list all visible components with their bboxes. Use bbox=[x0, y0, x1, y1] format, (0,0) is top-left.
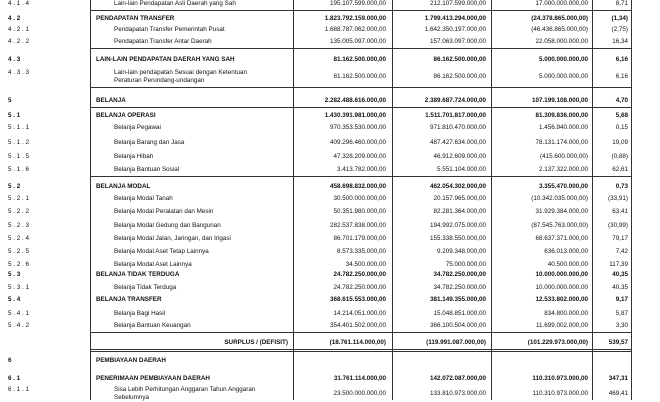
value-change: 40.500.000,00 bbox=[547, 261, 588, 268]
value-change: 78.131.174.000,00 bbox=[535, 139, 588, 146]
value-percent: 62,61 bbox=[612, 166, 628, 173]
value-change: (87.545.763.000,00) bbox=[531, 222, 588, 229]
value-revised: 9.209.348.000,00 bbox=[436, 248, 486, 255]
row-name: BELANJA TRANSFER bbox=[96, 296, 162, 303]
row-name: BELANJA OPERASI bbox=[96, 112, 156, 119]
col-divider bbox=[491, 0, 492, 400]
row-name: Belanja Bantuan Keuangan bbox=[114, 322, 191, 329]
value-percent: 0,15 bbox=[615, 124, 628, 131]
value-budget: 81.162.500.000,00 bbox=[333, 56, 386, 63]
value-percent: 8,71 bbox=[615, 0, 628, 7]
row-separator bbox=[392, 107, 491, 108]
row-separator bbox=[592, 10, 631, 11]
value-revised: 1.799.413.294.000,00 bbox=[424, 15, 486, 22]
row-code: 6 . 1 . 1 bbox=[8, 386, 30, 393]
row-name: Belanja Tidak Terduga bbox=[114, 284, 177, 291]
value-revised: (119.991.087.000,00) bbox=[426, 339, 486, 346]
row-code: 5 . 1 . 2 bbox=[8, 139, 30, 146]
value-budget: 1.688.787.062.000,00 bbox=[324, 26, 386, 33]
row-code: 4 . 3 bbox=[8, 56, 21, 63]
value-percent: 9,17 bbox=[615, 296, 628, 303]
row-name: Belanja Bagi Hasil bbox=[114, 310, 166, 317]
row-code: 4 . 2 bbox=[8, 15, 21, 22]
value-revised: 212.107.599.000,00 bbox=[429, 0, 486, 7]
value-percent: 40,35 bbox=[612, 284, 628, 291]
value-percent: (1,34) bbox=[611, 15, 628, 22]
row-separator bbox=[90, 107, 293, 108]
value-revised: 157.063.097.000,00 bbox=[429, 38, 486, 45]
value-percent: 4,70 bbox=[615, 97, 628, 104]
row-separator bbox=[293, 332, 392, 333]
row-code: 4 . 3 . 3 bbox=[8, 69, 30, 76]
value-percent: 347,31 bbox=[608, 375, 628, 382]
row-name-cont: Sebelumnya bbox=[114, 394, 150, 401]
value-revised: 971.810.470.000,00 bbox=[429, 124, 486, 131]
value-revised: 487.427.634.000,00 bbox=[429, 139, 486, 146]
row-code: 4 . 2 . 1 bbox=[8, 26, 30, 33]
value-change: 68.637.371.000,00 bbox=[535, 235, 588, 242]
row-separator bbox=[491, 107, 592, 108]
value-budget: 368.615.553.000,00 bbox=[329, 296, 386, 303]
row-name: Belanja Modal Jalan, Jaringan, dan Irigasi bbox=[114, 235, 231, 242]
row-name: LAIN-LAIN PENDAPATAN DAERAH YANG SAH bbox=[96, 56, 235, 63]
row-separator bbox=[491, 87, 592, 88]
col-divider bbox=[293, 0, 294, 400]
value-percent: 5,68 bbox=[615, 112, 628, 119]
value-revised: 462.054.302.000,00 bbox=[429, 183, 486, 190]
value-budget: 354.401.502.000,00 bbox=[329, 322, 386, 329]
value-revised: 15.048.851.000,00 bbox=[433, 310, 486, 317]
row-separator bbox=[592, 107, 631, 108]
value-revised: 1.642.350.197.000,00 bbox=[424, 26, 486, 33]
row-code: 5 . 4 . 1 bbox=[8, 310, 30, 317]
row-separator bbox=[491, 349, 592, 350]
row-name: Belanja Bantuan Sosial bbox=[114, 166, 180, 173]
value-percent: 16,34 bbox=[612, 38, 628, 45]
value-percent: 5,87 bbox=[615, 310, 628, 317]
row-separator bbox=[90, 10, 293, 11]
row-code: 5 . 3 bbox=[8, 271, 21, 278]
value-budget: 1.823.792.159.000,00 bbox=[324, 15, 386, 22]
row-name: BELANJA TIDAK TERDUGA bbox=[96, 271, 180, 278]
row-separator bbox=[90, 349, 293, 350]
value-percent: 539,57 bbox=[608, 339, 628, 346]
value-budget: 86.701.179.000,00 bbox=[333, 235, 386, 242]
row-separator bbox=[491, 332, 592, 333]
value-revised: 82.281.364.000,00 bbox=[433, 208, 486, 215]
row-code: 5 . 2 bbox=[8, 183, 21, 190]
value-budget: 1.430.391.981.000,00 bbox=[324, 112, 386, 119]
value-percent: (0,88) bbox=[611, 153, 628, 160]
value-percent: (2,75) bbox=[611, 26, 628, 33]
value-change: 3.355.470.000,00 bbox=[538, 183, 588, 190]
value-budget: 31.761.114.000,00 bbox=[333, 375, 386, 382]
row-code: 5 . 3 . 1 bbox=[8, 284, 30, 291]
row-code: 5 . 2 . 1 bbox=[8, 195, 30, 202]
col-divider bbox=[631, 0, 632, 400]
col-divider bbox=[90, 0, 91, 400]
value-revised: 142.072.087.000,00 bbox=[429, 375, 486, 382]
value-budget: (18.761.114.000,00) bbox=[329, 339, 386, 346]
value-revised: 381.149.355.000,00 bbox=[429, 296, 486, 303]
value-revised: 46.912.609.000,00 bbox=[433, 153, 486, 160]
value-percent: (30,99) bbox=[608, 222, 628, 229]
value-budget: 195.107.599.000,00 bbox=[329, 0, 386, 7]
row-code: 5 . 2 . 5 bbox=[8, 248, 30, 255]
row-name: BELANJA bbox=[96, 97, 126, 104]
row-name: Belanja Pegawai bbox=[114, 124, 161, 131]
row-code: 5 . 1 . 6 bbox=[8, 166, 30, 173]
value-budget: 30.500.000.000,00 bbox=[333, 195, 386, 202]
value-revised: 1.511.701.817.000,00 bbox=[425, 112, 486, 119]
value-budget: 14.214.051.000,00 bbox=[333, 310, 386, 317]
value-change: (10.342.035.000,00) bbox=[531, 195, 588, 202]
row-separator bbox=[90, 48, 293, 49]
value-change: 834.800.000,00 bbox=[544, 310, 588, 317]
row-separator bbox=[293, 10, 392, 11]
row-code: 5 . 1 . 1 bbox=[8, 124, 30, 131]
value-budget: 409.296.460.000,00 bbox=[329, 139, 386, 146]
value-change: 81.309.836.000,00 bbox=[535, 112, 588, 119]
row-name: Lain-lain pendapatan Sesuai dengan Ketentuan bbox=[114, 69, 248, 76]
row-separator bbox=[491, 48, 592, 49]
row-code: 5 bbox=[8, 97, 12, 104]
row-code: 6 bbox=[8, 357, 12, 364]
row-separator bbox=[90, 351, 293, 352]
value-change: (46.436.865.000,00) bbox=[531, 26, 588, 33]
value-change: 2.137.322.000,00 bbox=[538, 166, 588, 173]
value-percent: 40,35 bbox=[612, 271, 628, 278]
row-name: Pendapatan Transfer Pemerintah Pusat bbox=[114, 26, 225, 33]
value-revised: 86.162.500.000,00 bbox=[433, 73, 486, 80]
value-change: 110.310.973.000,00 bbox=[532, 375, 588, 382]
value-budget: 8.573.335.000,00 bbox=[336, 248, 386, 255]
value-change: (415.600.000,00) bbox=[540, 153, 588, 160]
value-change: 107.199.108.000,00 bbox=[531, 97, 588, 104]
row-separator bbox=[491, 176, 592, 177]
row-name: Sisa Lebih Perhitungan Anggaran Tahun Anggaran bbox=[114, 386, 256, 393]
row-code: 5 . 2 . 3 bbox=[8, 222, 30, 229]
value-revised: 2.389.687.724.000,00 bbox=[424, 97, 486, 104]
value-budget: 2.282.488.616.000,00 bbox=[324, 97, 386, 104]
row-name: Belanja Modal Gedung dan Bangunan bbox=[114, 222, 221, 229]
value-percent: 117,39 bbox=[609, 261, 628, 268]
row-separator bbox=[90, 332, 293, 333]
surplus-label: SURPLUS / (DEFISIT) bbox=[224, 339, 288, 346]
row-separator bbox=[293, 176, 392, 177]
row-separator bbox=[392, 10, 491, 11]
value-budget: 47.328.209.000,00 bbox=[333, 153, 386, 160]
row-separator bbox=[592, 349, 631, 350]
row-separator bbox=[293, 107, 392, 108]
value-change: 5.000.000.000,00 bbox=[538, 56, 588, 63]
value-revised: 20.157.965.000,00 bbox=[433, 195, 486, 202]
row-separator bbox=[592, 332, 631, 333]
row-code: 4 . 1 . 4 bbox=[8, 0, 30, 7]
value-budget: 24.782.250.000,00 bbox=[333, 284, 386, 291]
value-change: 17.000.000.000,00 bbox=[535, 0, 588, 7]
value-budget: 34.500.000,00 bbox=[345, 261, 386, 268]
row-separator bbox=[392, 48, 491, 49]
row-separator bbox=[392, 351, 491, 352]
row-separator bbox=[592, 48, 631, 49]
value-change: 110.310.973.000,00 bbox=[532, 390, 588, 397]
row-separator bbox=[592, 351, 631, 352]
row-separator bbox=[293, 48, 392, 49]
value-revised: 34.782.250.000,00 bbox=[433, 271, 486, 278]
value-change: 31.929.384.000,00 bbox=[535, 208, 588, 215]
value-change: 636.013.000,00 bbox=[544, 248, 588, 255]
value-budget: 81.162.500.000,00 bbox=[333, 73, 386, 80]
row-name: Belanja Hibah bbox=[114, 153, 154, 160]
col-divider bbox=[392, 0, 393, 400]
value-revised: 155.338.550.000,00 bbox=[429, 235, 486, 242]
row-separator bbox=[392, 349, 491, 350]
row-name: Belanja Modal Tanah bbox=[114, 195, 173, 202]
row-code: 6 . 1 bbox=[8, 375, 21, 382]
value-revised: 194.992.075.000,00 bbox=[429, 222, 486, 229]
row-name: Lain-lain Pendapatan Asli Daerah yang Sah bbox=[114, 0, 236, 7]
value-budget: 970.353.530.000,00 bbox=[329, 124, 386, 131]
row-code: 5 . 2 . 6 bbox=[8, 261, 30, 268]
value-revised: 34.782.250.000,00 bbox=[433, 284, 486, 291]
row-separator bbox=[293, 351, 392, 352]
value-change: 22.058.000.000,00 bbox=[535, 38, 588, 45]
row-name: Belanja Barang dan Jasa bbox=[114, 139, 185, 146]
value-change: (24.378.865.000,00) bbox=[531, 15, 588, 22]
row-separator bbox=[90, 87, 293, 88]
row-name: PEMBIAYAAN DAERAH bbox=[96, 357, 166, 364]
col-divider bbox=[592, 0, 593, 400]
value-percent: 79,17 bbox=[612, 235, 628, 242]
row-separator bbox=[491, 10, 592, 11]
row-code: 5 . 1 bbox=[8, 112, 21, 119]
row-name: Belanja Modal Aset Lainnya bbox=[114, 261, 192, 268]
value-budget: 3.413.782.000,00 bbox=[336, 166, 386, 173]
value-percent: 3,30 bbox=[615, 322, 628, 329]
value-budget: 135.005.097.000,00 bbox=[329, 38, 386, 45]
value-budget: 282.537.838.000,00 bbox=[329, 222, 386, 229]
row-separator bbox=[293, 87, 392, 88]
row-name: Belanja Modal Peralatan dan Mesin bbox=[114, 208, 214, 215]
value-revised: 86.162.500.000,00 bbox=[433, 56, 486, 63]
row-name: PENERIMAAN PEMBIAYAAN DAERAH bbox=[96, 375, 210, 382]
value-percent: 6,16 bbox=[615, 73, 628, 80]
value-percent: 6,16 bbox=[615, 56, 628, 63]
value-revised: 75.000.000,00 bbox=[445, 261, 486, 268]
row-name: Belanja Modal Aset Tetap Lainnya bbox=[114, 248, 209, 255]
value-change: 10.000.000.000,00 bbox=[535, 271, 588, 278]
value-budget: 50.351.980.000,00 bbox=[333, 208, 386, 215]
value-percent: 0,73 bbox=[615, 183, 628, 190]
value-change: 11.699.002.000,00 bbox=[535, 322, 588, 329]
value-revised: 366.100.504.000,00 bbox=[429, 322, 486, 329]
value-change: 12.533.802.000,00 bbox=[535, 296, 588, 303]
row-code: 5 . 2 . 2 bbox=[8, 208, 30, 215]
row-separator bbox=[392, 332, 491, 333]
value-revised: 133.810.973.000,00 bbox=[429, 390, 486, 397]
row-separator bbox=[592, 87, 631, 88]
row-separator bbox=[491, 351, 592, 352]
value-percent: 63,41 bbox=[612, 208, 628, 215]
row-separator bbox=[392, 176, 491, 177]
value-change: 10.000.000.000,00 bbox=[535, 284, 588, 291]
row-separator bbox=[90, 176, 293, 177]
value-percent: 469,41 bbox=[608, 390, 628, 397]
value-change: 1.456.940.000,00 bbox=[538, 124, 588, 131]
row-name: PENDAPATAN TRANSFER bbox=[96, 15, 175, 22]
row-separator bbox=[293, 349, 392, 350]
value-budget: 458.698.832.000,00 bbox=[329, 183, 386, 190]
value-revised: 5.551.104.000,00 bbox=[436, 166, 486, 173]
row-separator bbox=[592, 176, 631, 177]
row-code: 5 . 4 . 2 bbox=[8, 322, 30, 329]
row-code: 5 . 2 . 4 bbox=[8, 235, 30, 242]
value-budget: 23.500.000.000,00 bbox=[333, 390, 386, 397]
row-name: Pendapatan Transfer Antar Daerah bbox=[114, 38, 212, 45]
row-code: 4 . 2 . 2 bbox=[8, 38, 30, 45]
row-code: 5 . 4 bbox=[8, 296, 21, 303]
row-separator bbox=[392, 87, 491, 88]
value-percent: 19,09 bbox=[612, 139, 628, 146]
row-name: BELANJA MODAL bbox=[96, 183, 151, 190]
value-change: (101.229.973.000,00) bbox=[527, 339, 588, 346]
row-name-cont: Peraturan Perundang-undangan bbox=[114, 77, 205, 84]
value-percent: 7,42 bbox=[615, 248, 628, 255]
value-change: 5.000.000.000,00 bbox=[538, 73, 588, 80]
value-percent: (33,91) bbox=[608, 195, 628, 202]
value-budget: 24.782.250.000,00 bbox=[333, 271, 386, 278]
row-code: 5 . 1 . 5 bbox=[8, 153, 30, 160]
